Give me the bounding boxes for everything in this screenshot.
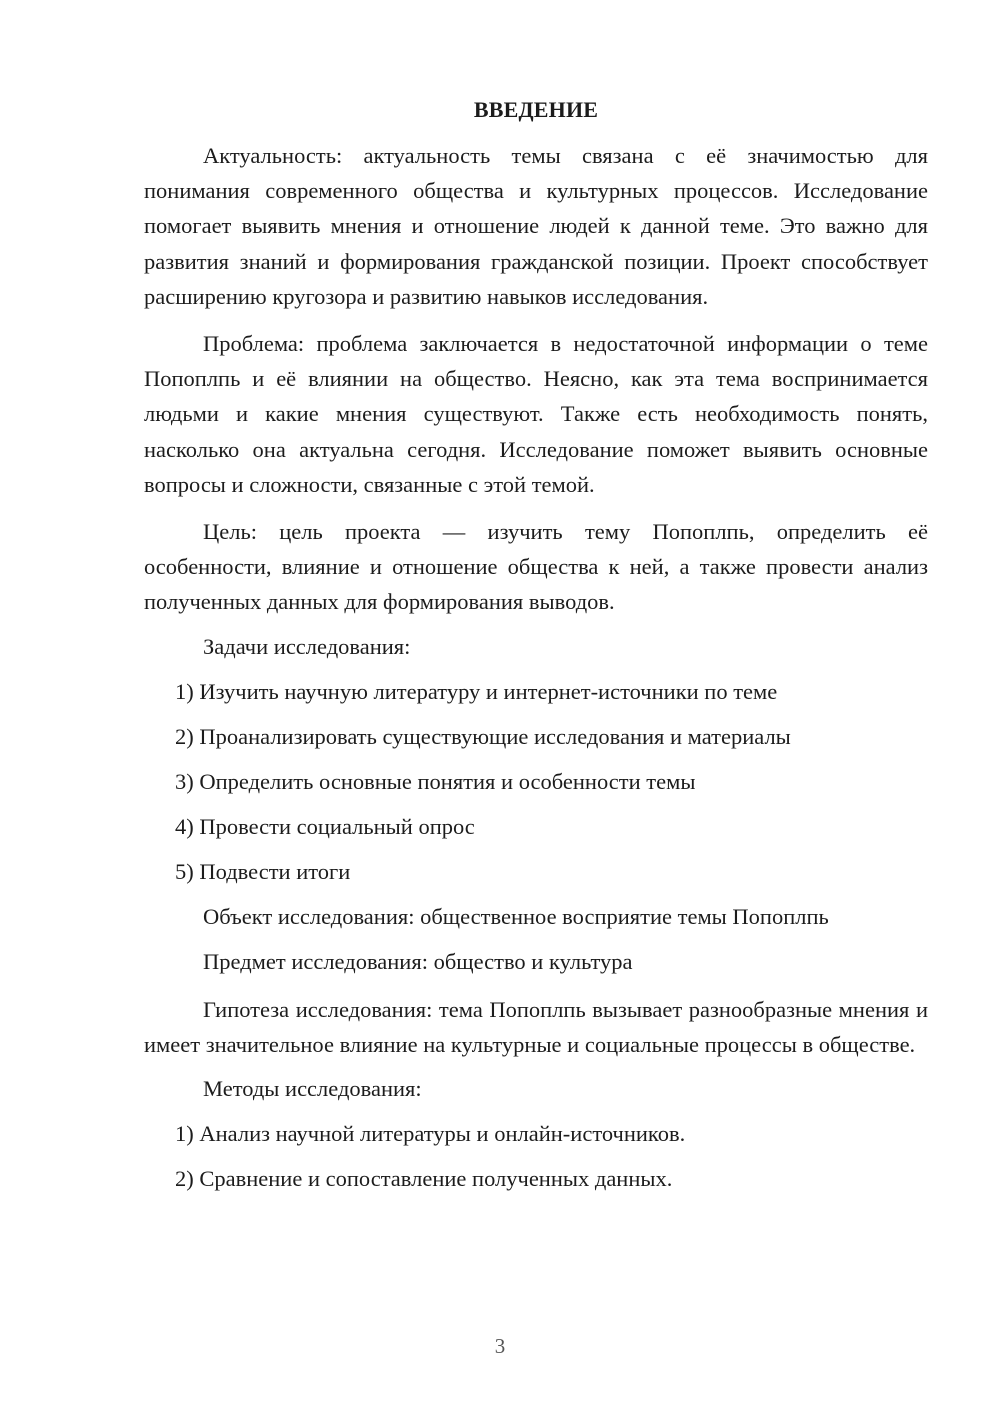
relevance-paragraph: Актуальность: актуальность темы связана с её значимостью для понимания современного общества и культурных процессов. Исследование помогает выявить мнения и отношение людей к данной теме. Это важно для развития знаний и формирования гражданской позиции. Проект способствует расширению кругозора и развитию навыков исследования. xyxy=(144,143,928,309)
task-item: 2) Проанализировать существующие исследования и материалы xyxy=(175,723,791,749)
task-item: 5) Подвести итоги xyxy=(175,858,351,884)
object-line: Объект исследования: общественное восприятие темы Попоплпь xyxy=(203,903,829,929)
subject-line: Предмет исследования: общество и культура xyxy=(203,948,633,974)
goal-paragraph: Цель: цель проекта — изучить тему Попоплпь, определить её особенности, влияние и отношение общества к ней, а также провести анализ полученных данных для формирования выводов. xyxy=(144,519,928,615)
page-number: 3 xyxy=(494,1334,506,1358)
section-title: ВВЕДЕНИЕ xyxy=(473,97,599,122)
task-item: 4) Провести социальный опрос xyxy=(175,813,475,839)
task-item: 3) Определить основные понятия и особенности темы xyxy=(175,768,696,794)
tasks-heading: Задачи исследования: xyxy=(203,633,411,659)
problem-paragraph: Проблема: проблема заключается в недостаточной информации о теме Попоплпь и её влиянии на общество. Неясно, как эта тема воспринимается людьми и какие мнения существуют. Также есть необходимость понять, насколько она актуальна сегодня. Исследование поможет выявить основные вопросы и сложности, связанные с этой темой. xyxy=(144,331,928,497)
methods-heading: Методы исследования: xyxy=(203,1076,422,1102)
method-item: 2) Сравнение и сопоставление полученных данных. xyxy=(175,1166,673,1192)
task-item: 1) Изучить научную литературу и интернет-источники по теме xyxy=(175,678,778,704)
hypothesis-paragraph: Гипотеза исследования: тема Попоплпь вызывает разнообразные мнения и имеет значительное влияние на культурные и социальные процессы в обществе. xyxy=(144,996,928,1057)
page-content xyxy=(144,95,928,1209)
method-item: 1) Анализ научной литературы и онлайн-источников. xyxy=(175,1121,686,1147)
